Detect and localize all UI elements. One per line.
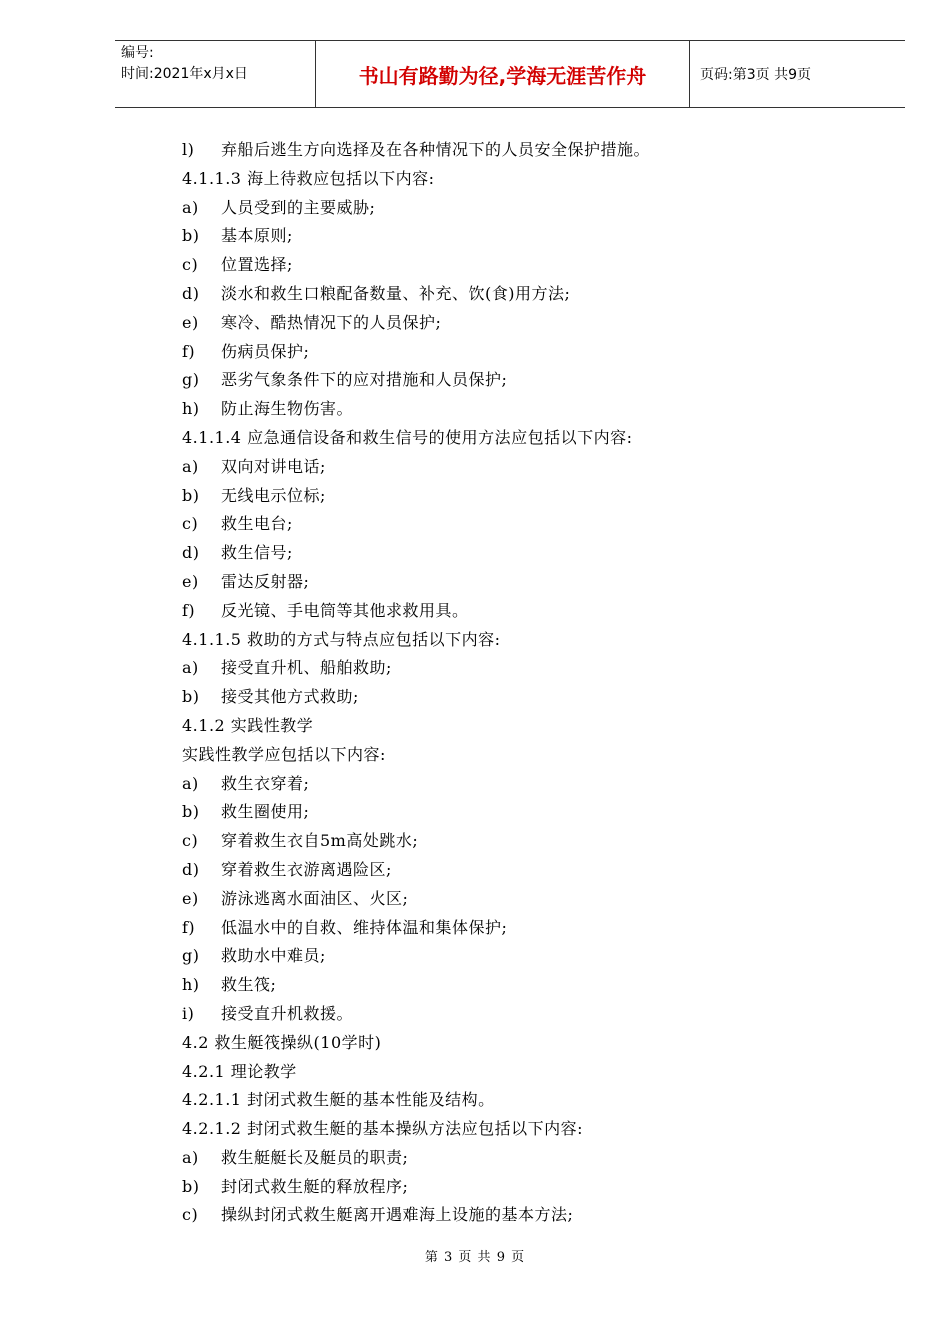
line-text: 恶劣气象条件下的应对措施和人员保护; xyxy=(221,370,508,390)
list-item xyxy=(182,194,782,223)
list-item xyxy=(182,222,782,251)
line-text: 双向对讲电话; xyxy=(221,456,326,476)
line-text: 4.1.1.5 救助的方式与特点应包括以下内容: xyxy=(182,629,501,649)
document-time-label: 时间:2021年x月x日 xyxy=(121,66,248,82)
section-heading xyxy=(182,165,782,194)
list-item xyxy=(182,1000,782,1029)
list-marker: l) xyxy=(182,140,195,159)
list-marker: g) xyxy=(182,946,200,966)
line-text: 4.1.2 实践性教学 xyxy=(182,715,314,735)
list-item xyxy=(182,914,782,943)
section-heading xyxy=(182,1029,782,1058)
list-marker: a) xyxy=(182,197,199,217)
list-item xyxy=(182,885,782,914)
list-marker: c) xyxy=(182,255,199,275)
document-body xyxy=(182,136,782,1230)
section-heading xyxy=(182,1086,782,1115)
line-text: 穿着救生衣游离遇险区; xyxy=(221,859,392,879)
line-text: 基本原则; xyxy=(221,226,293,246)
section-heading xyxy=(182,424,782,453)
list-item xyxy=(182,568,782,597)
line-text: 救生筏; xyxy=(221,975,277,995)
section-heading xyxy=(182,1058,782,1087)
list-marker: h) xyxy=(182,399,200,419)
line-text: 救生电台; xyxy=(221,514,293,534)
document-number-label: 编号: xyxy=(121,45,154,61)
list-item xyxy=(182,683,782,712)
list-marker: b) xyxy=(182,226,200,246)
line-text: 4.2.1.2 封闭式救生艇的基本操纵方法应包括以下内容: xyxy=(182,1119,583,1139)
list-item xyxy=(182,539,782,568)
list-item xyxy=(182,597,782,626)
line-text: 4.1.1.3 海上待救应包括以下内容: xyxy=(182,168,435,188)
list-marker: d) xyxy=(182,859,200,879)
list-item xyxy=(182,798,782,827)
list-marker: b) xyxy=(182,1176,200,1196)
list-marker: c) xyxy=(182,831,199,851)
line-text: 接受其他方式救助; xyxy=(221,687,359,707)
list-marker: h) xyxy=(182,975,200,995)
line-text: 4.1.1.4 应急通信设备和救生信号的使用方法应包括以下内容: xyxy=(182,427,633,447)
list-item xyxy=(182,309,782,338)
line-text: 封闭式救生艇的释放程序; xyxy=(221,1176,409,1196)
line-text: 位置选择; xyxy=(221,255,293,275)
list-marker: f) xyxy=(182,600,196,620)
list-item xyxy=(182,1201,782,1230)
list-marker: b) xyxy=(182,687,200,707)
list-item xyxy=(182,510,782,539)
line-text: 操纵封闭式救生艇离开遇难海上设施的基本方法; xyxy=(221,1205,574,1225)
list-item xyxy=(182,654,782,683)
line-text: 弃船后逃生方向选择及在各种情况下的人员安全保护措施。 xyxy=(221,140,651,159)
line-text: 穿着救生衣自5m高处跳水; xyxy=(221,831,419,851)
list-marker: i) xyxy=(182,1003,195,1023)
list-marker: e) xyxy=(182,888,199,908)
header-motto: 书山有路勤为径,学海无涯苦作舟 xyxy=(315,41,690,107)
line-text: 救生圈使用; xyxy=(221,802,310,822)
list-marker: a) xyxy=(182,456,199,476)
list-item xyxy=(182,971,782,1000)
line-text: 人员受到的主要威胁; xyxy=(221,197,376,217)
line-text: 救生信号; xyxy=(221,543,293,563)
list-marker: b) xyxy=(182,802,200,822)
line-text: 4.2.1 理论教学 xyxy=(182,1061,297,1081)
line-text: 4.2 救生艇筏操纵(10学时) xyxy=(182,1032,382,1052)
line-text: 救生艇艇长及艇员的职责; xyxy=(221,1147,409,1167)
list-item xyxy=(182,280,782,309)
section-heading xyxy=(182,741,782,770)
list-marker: e) xyxy=(182,571,199,591)
line-text: 实践性教学应包括以下内容: xyxy=(182,744,386,764)
list-item xyxy=(182,453,782,482)
line-text: 无线电示位标; xyxy=(221,485,326,505)
list-item xyxy=(182,1144,782,1173)
list-marker: c) xyxy=(182,514,199,534)
line-text: 雷达反射器; xyxy=(221,571,310,591)
list-marker: g) xyxy=(182,370,200,390)
line-text: 防止海生物伤害。 xyxy=(221,399,354,419)
header-meta xyxy=(115,41,315,107)
line-text: 4.2.1.1 封闭式救生艇的基本性能及结构。 xyxy=(182,1090,495,1110)
section-heading xyxy=(182,712,782,741)
list-item xyxy=(182,827,782,856)
header-page-label: 页码:第3页 共9页 xyxy=(700,67,811,83)
list-marker: a) xyxy=(182,1147,199,1167)
list-marker: a) xyxy=(182,773,199,793)
line-text: 救生衣穿着; xyxy=(221,773,310,793)
list-item xyxy=(182,251,782,280)
list-item xyxy=(182,1173,782,1202)
list-item xyxy=(182,395,782,424)
line-text: 接受直升机、船舶救助; xyxy=(221,658,392,678)
page-header xyxy=(115,40,905,108)
list-marker: f) xyxy=(182,917,196,937)
line-text: 低温水中的自救、维持体温和集体保护; xyxy=(221,917,508,937)
line-text: 接受直升机救援。 xyxy=(221,1003,354,1023)
list-marker: a) xyxy=(182,658,199,678)
list-item xyxy=(182,942,782,971)
list-marker: f) xyxy=(182,341,196,361)
line-text: 游泳逃离水面油区、火区; xyxy=(221,888,409,908)
list-marker: d) xyxy=(182,283,200,303)
list-item xyxy=(182,136,782,165)
line-text: 伤病员保护; xyxy=(221,341,310,361)
list-item xyxy=(182,482,782,511)
line-text: 淡水和救生口粮配备数量、补充、饮(食)用方法; xyxy=(221,283,571,303)
list-marker: b) xyxy=(182,485,200,505)
list-item xyxy=(182,366,782,395)
list-marker: d) xyxy=(182,543,200,563)
line-text: 反光镜、手电筒等其他求救用具。 xyxy=(221,600,469,620)
list-item xyxy=(182,856,782,885)
list-item xyxy=(182,770,782,799)
section-heading xyxy=(182,626,782,655)
list-marker: e) xyxy=(182,312,199,332)
page-footer: 第 3 页 共 9 页 xyxy=(424,1250,526,1265)
line-text: 寒冷、酷热情况下的人员保护; xyxy=(221,312,442,332)
list-item xyxy=(182,338,782,367)
section-heading xyxy=(182,1115,782,1144)
list-marker: c) xyxy=(182,1205,199,1225)
line-text: 救助水中难员; xyxy=(221,946,326,966)
